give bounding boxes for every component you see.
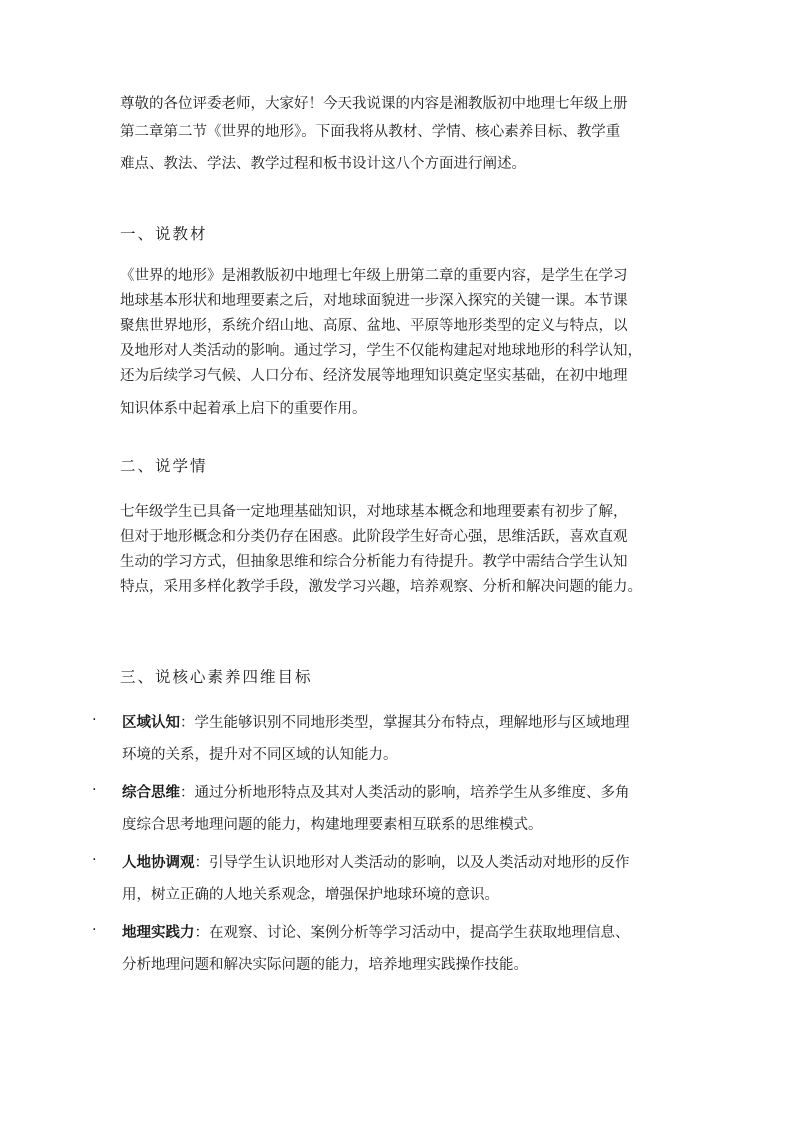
goal-text: ：在观察、讨论、案例分析等学习活动中，提高学生获取地理信息、: [194, 925, 630, 941]
goal-text: ：学生能够识别不同地形类型，掌握其分布特点，理解地形与区域地理: [180, 715, 630, 731]
goal-label: 人地协调观: [122, 855, 195, 871]
intro-line: 第二章第二节《世界的地形》。下面我将从教材、学情、核心素养目标、教学重: [120, 124, 621, 140]
intro-line: 难点、教法、学法、教学过程和板书设计这八个方面进行阐述。: [120, 156, 526, 172]
goal-text: ：引导学生认识地形对人类活动的影响，以及人类活动对地形的反作: [194, 855, 630, 871]
goal-text: 度综合思考地理问题的能力，构建地理要素相互联系的思维模式。: [122, 817, 543, 833]
paragraph-line: 《世界的地形》是湘教版初中地理七年级上册第二章的重要内容，是学生在学习: [120, 268, 628, 284]
paragraph-line: 知识体系中起着承上启下的重要作用。: [120, 401, 367, 417]
students-paragraph: [120, 500, 676, 600]
goal-item-geographic-practice: [92, 918, 682, 980]
goal-label: 综合思维: [122, 785, 180, 801]
section-heading-students: 二、说学情: [120, 457, 208, 475]
bullet: .: [92, 708, 97, 724]
textbook-paragraph: [120, 264, 676, 422]
paragraph-line: 但对于地形概念和分类仍存在困惑。此阶段学生好奇心强，思维活跃，喜欢直观: [120, 529, 628, 545]
intro-paragraph: [120, 90, 676, 178]
intro-line: 尊敬的各位评委老师，大家好！今天我说课的内容是湘教版初中地理七年级上册: [120, 96, 628, 112]
paragraph-line: 特点，采用多样化教学手段，激发学习兴趣，培养观察、分析和解决问题的能力。: [120, 579, 642, 595]
section-heading-textbook: 一、说教材: [120, 225, 208, 243]
paragraph-line: 七年级学生已具备一定地理基础知识，对地球基本概念和地理要素有初步了解，: [120, 504, 628, 520]
bullet: .: [92, 778, 97, 794]
paragraph-line: 地球基本形状和地理要素之后，对地球面貌进一步深入探究的关键一课。本节课: [120, 293, 628, 309]
section-heading-goals: 三、说核心素养四维目标: [120, 668, 313, 686]
goal-text: ：通过分析地形特点及其对人类活动的影响，培养学生从多维度、多角: [180, 785, 630, 801]
goal-text: 分析地理问题和解决实际问题的能力，培养地理实践操作技能。: [122, 957, 528, 973]
bullet: .: [92, 848, 97, 864]
goal-item-comprehensive-thinking: [92, 778, 682, 840]
paragraph-line: 聚焦世界地形，系统介绍山地、高原、盆地、平原等地形类型的定义与特点，以: [120, 318, 628, 334]
goal-label: 区域认知: [122, 715, 180, 731]
goal-label: 地理实践力: [122, 925, 195, 941]
goal-text: 环境的关系，提升对不同区域的认知能力。: [122, 747, 398, 763]
goal-item-regional-cognition: [92, 708, 682, 770]
paragraph-line: 及地形对人类活动的影响。通过学习，学生不仅能构建起对地球地形的科学认知，: [120, 343, 642, 359]
bullet: .: [92, 918, 97, 934]
paragraph-line: 还为后续学习气候、人口分布、经济发展等地理知识奠定坚实基础，在初中地理: [120, 368, 628, 384]
paragraph-line: 生动的学习方式，但抽象思维和综合分析能力有待提升。教学中需结合学生认知: [120, 554, 628, 570]
goal-text: 用，树立正确的人地关系观念，增强保护地球环境的意识。: [122, 887, 499, 903]
goal-item-human-land-harmony: [92, 848, 682, 910]
